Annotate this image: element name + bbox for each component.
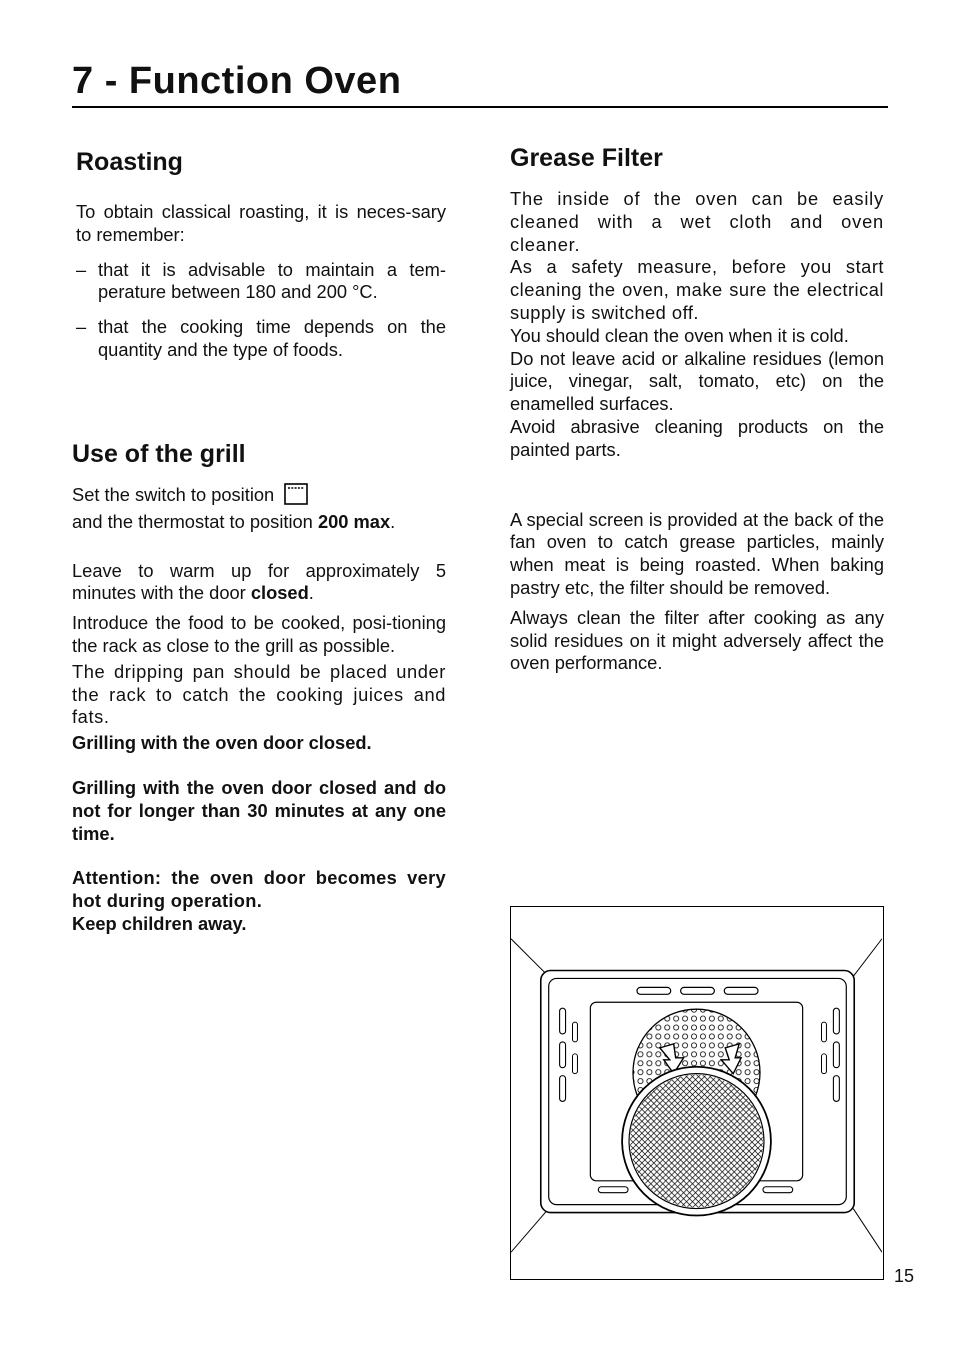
grease-p3: You should clean the oven when it is cold.: [510, 324, 849, 346]
roasting-intro: To obtain classical roasting, it is neces-sary to remember:: [76, 201, 446, 245]
grill-time-note: Grilling with the oven door closed and do not for longer than 30 minutes at any one time.: [72, 776, 446, 844]
bullet-dash: –: [76, 316, 87, 338]
grease-p2: As a safety measure, before you start cleaning the oven, make sure the electrical supply is switched off.: [510, 256, 884, 323]
bullet-dash: –: [76, 258, 87, 280]
roasting-bullet: [76, 259, 446, 305]
roasting-bullet: [76, 316, 446, 362]
roasting-bullet-text: that it is advisable to maintain a tem-perature between 180 and 200 °C.: [98, 258, 446, 303]
grill-thermostat-line: [72, 511, 446, 534]
grease-section: [510, 144, 884, 675]
page-number: 15: [894, 1266, 915, 1286]
grease-p7: Always clean the filter after cooking as any solid residues on it might adversely affect the oven performance.: [510, 606, 884, 674]
grill-switch-line: [72, 483, 446, 511]
grease-p4: Do not leave acid or alkaline residues (lemon juice, vinegar, salt, tomato, etc) on the enamelled surfaces.: [510, 347, 884, 415]
grill-attention-text: Attention: the oven door becomes very hot during operation.: [72, 867, 446, 912]
thermostat-text: and the thermostat to position: [72, 510, 318, 532]
grill-introduce-text: Introduce the food to be cooked, posi-tioning the rack as close to the grill as possible.: [72, 612, 446, 656]
grill-section: [72, 440, 446, 936]
grill-closed-note: Grilling with the oven door closed.: [72, 732, 372, 754]
page-title: 7 - Function Oven: [72, 60, 402, 102]
grill-symbol-icon: [284, 483, 308, 511]
grill-dripping-text: The dripping pan should be placed under the rack to catch the cooking juices and fats.: [72, 660, 446, 728]
grease-p6: A special screen is provided at the back of the fan oven to catch grease particles, mainly when meat is being roasted. When baking pastry etc, the filter should be removed.: [510, 508, 884, 598]
oven-grease-filter-illustration: [510, 906, 884, 1280]
grease-p5: Avoid abrasive cleaning products on the painted parts.: [510, 415, 884, 460]
warm-bold: closed: [250, 582, 309, 604]
warm-text: Leave to warm up for approximately 5 minutes with the door: [72, 559, 446, 604]
roasting-heading: Roasting: [76, 148, 183, 176]
grease-heading: Grease Filter: [510, 144, 663, 172]
thermostat-suffix: .: [390, 510, 396, 532]
thermostat-value: 200 max: [317, 510, 391, 532]
grease-p1: The inside of the oven can be easily cleaned with a wet cloth and oven cleaner.: [510, 188, 884, 255]
roasting-bullet-text: that the cooking time depends on the quantity and the type of foods.: [98, 316, 446, 360]
grill-switch-text: Set the switch to position: [72, 484, 275, 505]
title-rule: [72, 106, 888, 108]
warm-suffix: .: [308, 582, 314, 604]
grill-warm-text: [72, 560, 446, 606]
roasting-section: [76, 148, 446, 362]
grill-children-text: Keep children away.: [72, 912, 247, 934]
grill-heading: Use of the grill: [72, 440, 246, 468]
